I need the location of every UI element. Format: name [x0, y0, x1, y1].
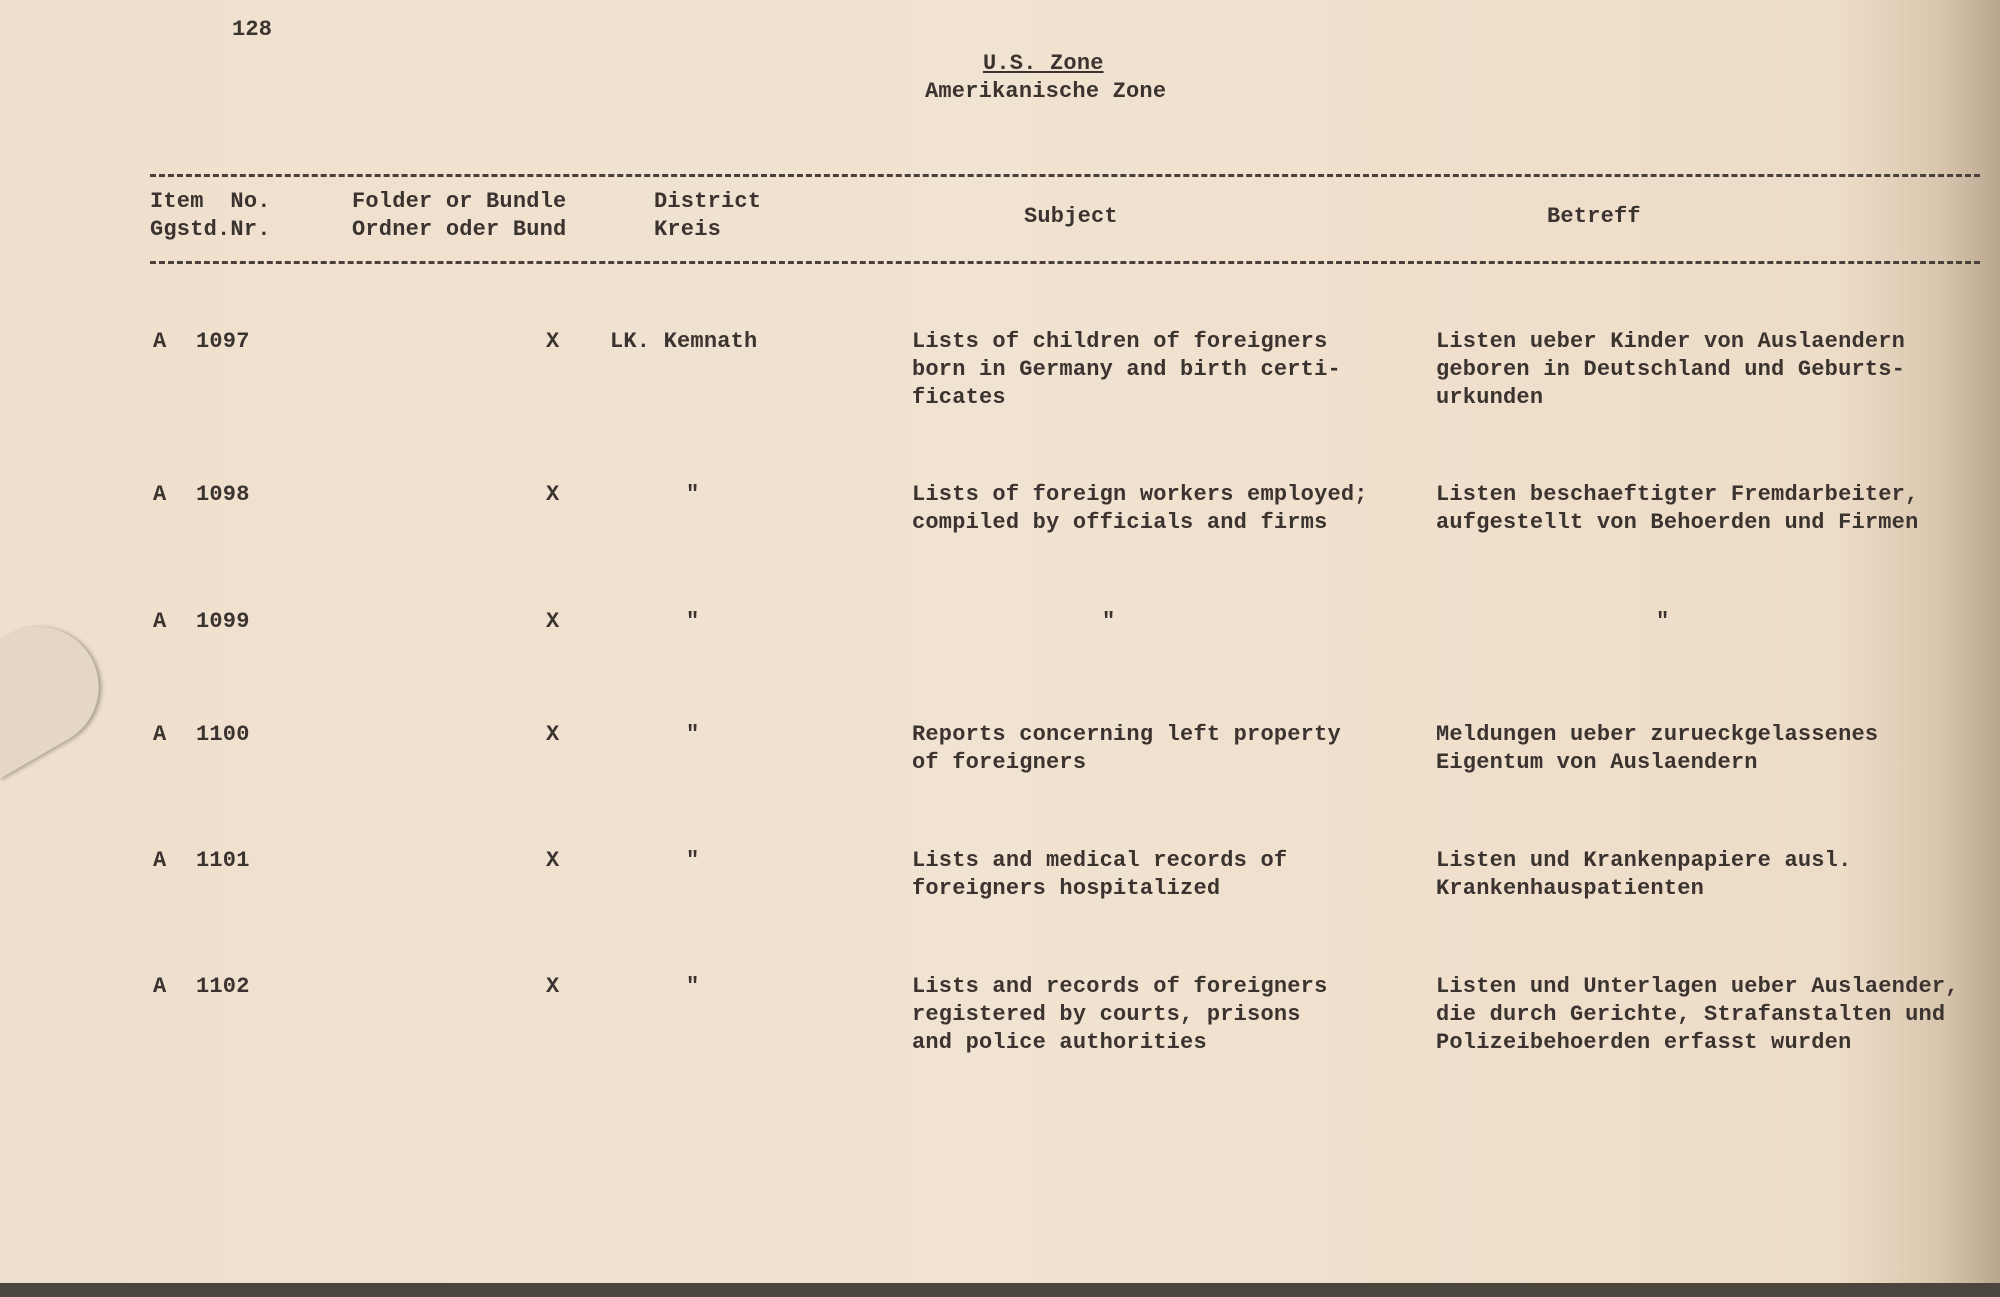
subject: Lists of foreign workers employed; compiled by officials and firms — [912, 482, 1368, 535]
item-prefix: A — [153, 609, 167, 634]
title: U.S. Zone — [983, 51, 1104, 76]
betreff: Meldungen ueber zurueckgelassenes Eigentum von Auslaendern — [1436, 722, 1879, 775]
folder-mark: X — [546, 482, 560, 507]
district: " — [686, 974, 700, 999]
page-number: 128 — [232, 17, 273, 42]
item-number: 1101 — [196, 848, 250, 873]
district: LK. Kemnath — [610, 329, 758, 354]
header-item-en: Item No. — [150, 189, 271, 214]
betreff: Listen ueber Kinder von Auslaendern geboren in Deutschland und Geburts- urkunden — [1436, 329, 1906, 410]
item-number: 1097 — [196, 329, 250, 354]
header-folder-de: Ordner oder Bund — [352, 217, 567, 242]
dashed-rule-header — [150, 261, 1980, 264]
header-item-de: Ggstd.Nr. — [150, 217, 271, 242]
subject: Lists of children of foreigners born in Germany and birth certi- ficates — [912, 329, 1341, 410]
dashed-rule-top — [150, 174, 1980, 177]
district: " — [686, 482, 700, 507]
betreff: Listen und Krankenpapiere ausl. Krankenhauspatienten — [1436, 848, 1852, 901]
subject: Lists and records of foreigners registered by courts, prisons and police authorities — [912, 974, 1328, 1055]
district: " — [686, 609, 700, 634]
subject: " — [1102, 609, 1116, 634]
item-number: 1098 — [196, 482, 250, 507]
page-tab-marker — [0, 605, 121, 779]
item-number: 1099 — [196, 609, 250, 634]
header-subject: Subject — [1024, 204, 1118, 229]
item-prefix: A — [153, 329, 167, 354]
item-prefix: A — [153, 974, 167, 999]
betreff: " — [1656, 609, 1670, 634]
item-prefix: A — [153, 482, 167, 507]
folder-mark: X — [546, 722, 560, 747]
betreff: Listen und Unterlagen ueber Auslaender, die durch Gerichte, Strafanstalten und Polizeibehoerden erfasst wurden — [1436, 974, 1959, 1055]
folder-mark: X — [546, 329, 560, 354]
folder-mark: X — [546, 974, 560, 999]
item-prefix: A — [153, 848, 167, 873]
subtitle: Amerikanische Zone — [925, 79, 1167, 104]
item-number: 1100 — [196, 722, 250, 747]
betreff: Listen beschaeftigter Fremdarbeiter, aufgestellt von Behoerden und Firmen — [1436, 482, 1919, 535]
scan-bottom-edge — [0, 1283, 2000, 1297]
folder-mark: X — [546, 609, 560, 634]
district: " — [686, 722, 700, 747]
header-district-de: Kreis — [654, 217, 722, 242]
subject: Lists and medical records of foreigners hospitalized — [912, 848, 1288, 901]
district: " — [686, 848, 700, 873]
folder-mark: X — [546, 848, 560, 873]
subject: Reports concerning left property of foreigners — [912, 722, 1341, 775]
item-number: 1102 — [196, 974, 250, 999]
header-folder-en: Folder or Bundle — [352, 189, 567, 214]
item-prefix: A — [153, 722, 167, 747]
header-betreff: Betreff — [1547, 204, 1641, 229]
header-district-en: District — [654, 189, 762, 214]
